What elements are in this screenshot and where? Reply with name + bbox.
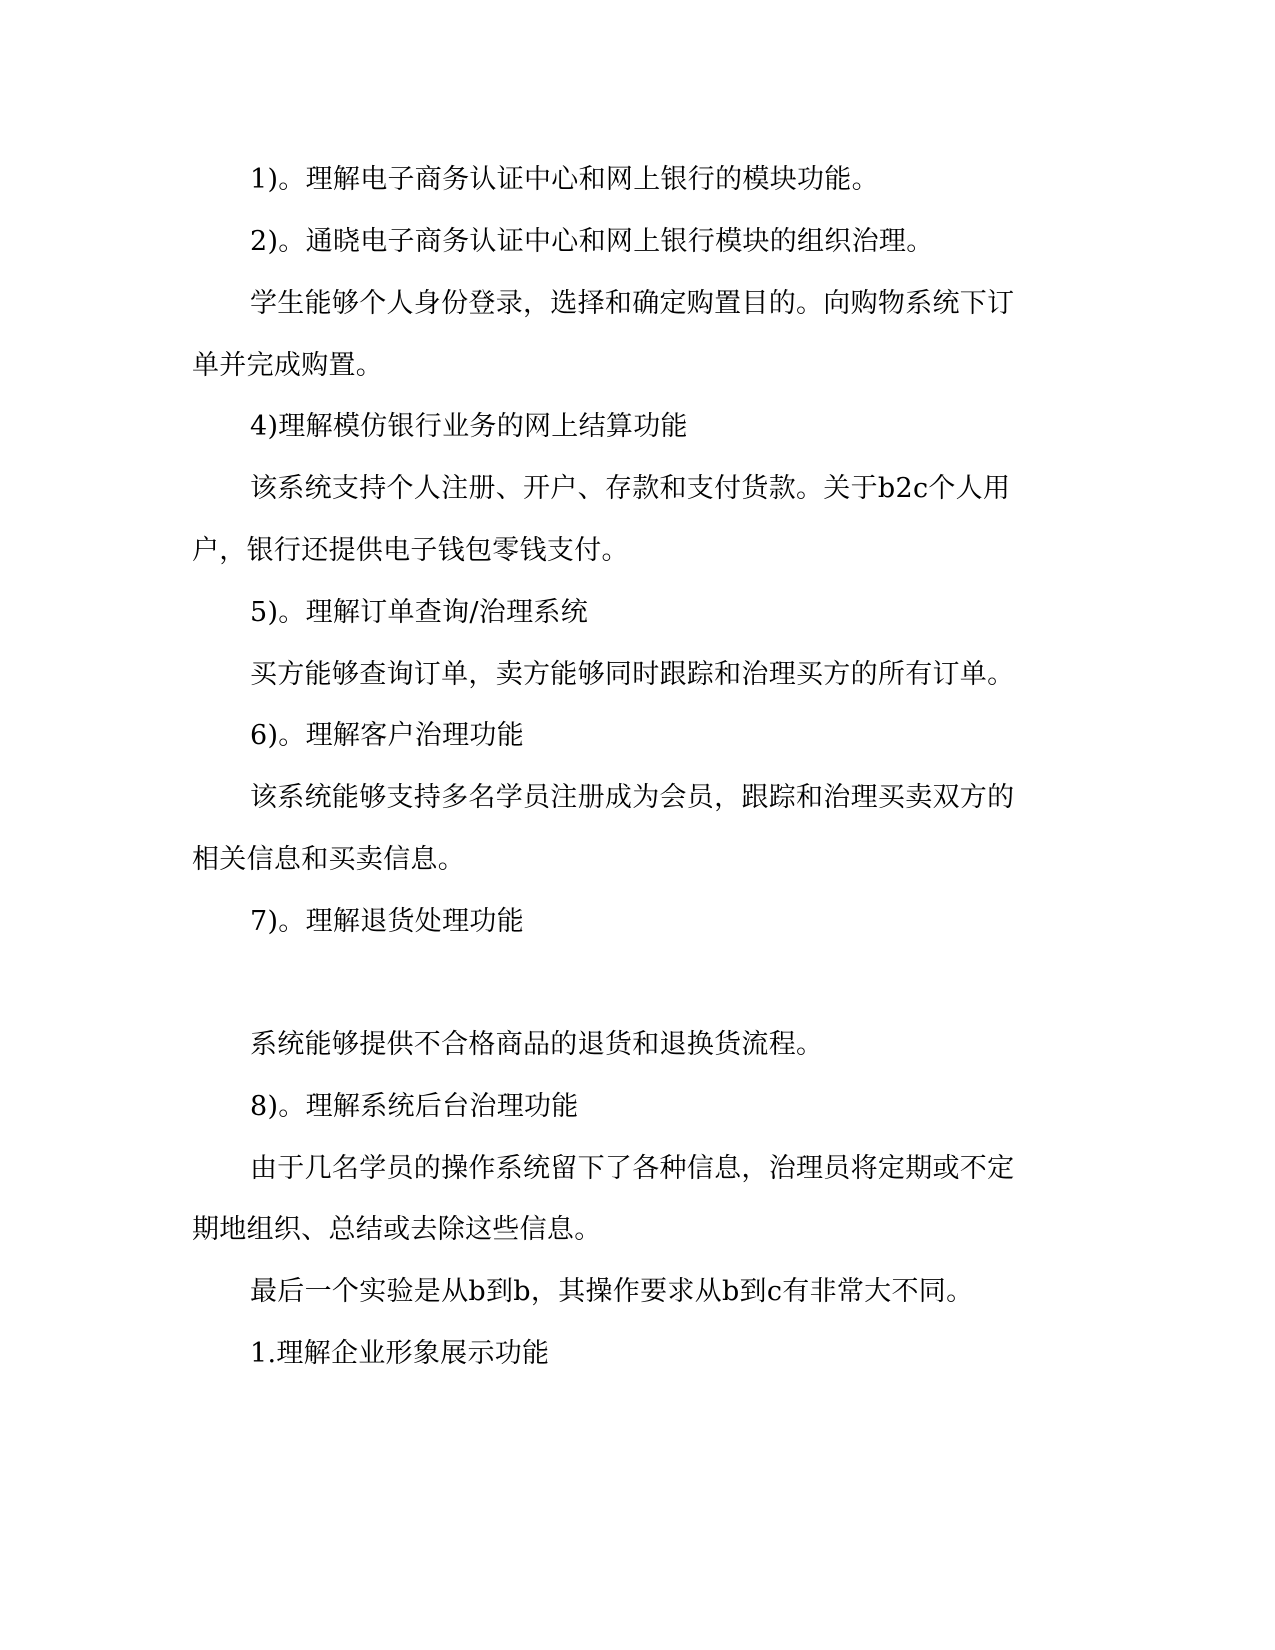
text-line: 系统能够提供不合格商品的退货和退换货流程。 — [250, 1029, 824, 1060]
text-line: 买方能够查询订单，卖方能够同时跟踪和治理买方的所有订单。 — [250, 659, 1015, 690]
text-line: 单并完成购置。 — [192, 350, 384, 381]
text-line: 由于几名学员的操作系统留下了各种信息，治理员将定期或不定 — [250, 1153, 1015, 1184]
text-line: 户，银行还提供电子钱包零钱支付。 — [192, 535, 629, 566]
text-line: 该系统能够支持多名学员注册成为会员，跟踪和治理买卖双方的 — [250, 782, 1015, 813]
text-line: 2)。通晓电子商务认证中心和网上银行模块的组织治理。 — [250, 226, 934, 257]
text-line: 期地组织、总结或去除这些信息。 — [192, 1214, 602, 1245]
text-line: 该系统支持个人注册、开户、存款和支付货款。关于b2c个人用 — [250, 473, 1011, 504]
text-line: 4)理解模仿银行业务的网上结算功能 — [250, 411, 688, 442]
text-line: 相关信息和买卖信息。 — [192, 844, 465, 875]
text-line: 7)。理解退货处理功能 — [250, 906, 525, 937]
text-line: 5)。理解订单查询/治理系统 — [250, 597, 589, 628]
text-line: 学生能够个人身份登录，选择和确定购置目的。向购物系统下订 — [250, 288, 1015, 319]
text-line: 6)。理解客户治理功能 — [250, 720, 525, 751]
text-line: 8)。理解系统后台治理功能 — [250, 1091, 579, 1122]
text-line: 1)。理解电子商务认证中心和网上银行的模块功能。 — [250, 164, 879, 195]
text-line: 最后一个实验是从b到b，其操作要求从b到c有非常大不同。 — [250, 1276, 974, 1307]
text-line: 1.理解企业形象展示功能 — [250, 1338, 550, 1369]
